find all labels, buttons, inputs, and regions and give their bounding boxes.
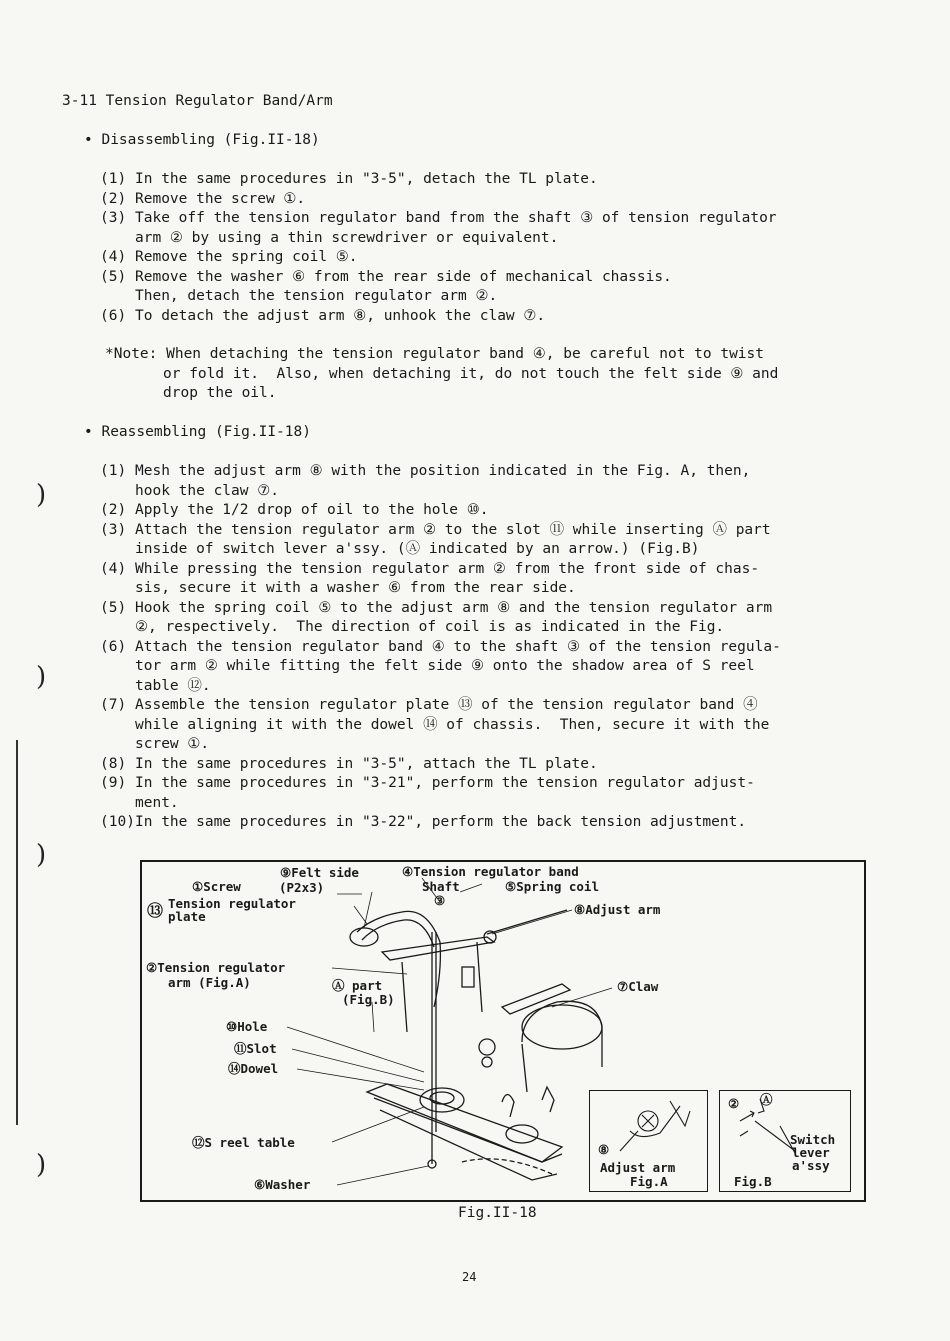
- step-number: (1): [100, 463, 127, 479]
- step-number: (5): [100, 599, 127, 616]
- fig-a-num: ⑧: [598, 1142, 610, 1157]
- step-number: (3): [100, 521, 127, 538]
- step-number: (9): [100, 775, 127, 791]
- inset-fig-b: [719, 1090, 851, 1192]
- reassembling-heading: • Reassembling (Fig.II-18): [84, 424, 311, 440]
- margin-bracket: ): [36, 662, 47, 692]
- step-number: (10): [100, 814, 135, 830]
- step-number: (3): [100, 210, 127, 226]
- label-tension-plate-1: Tension regulator: [168, 896, 296, 911]
- fig-b-label-3: a'ssy: [792, 1158, 830, 1173]
- margin-bracket: ): [36, 1150, 47, 1180]
- step-text: Apply the 1/2 drop of oil to the hole ⑩.: [135, 502, 489, 518]
- step-text: While pressing the tension regulator arm ② from the front side of chas-: [135, 560, 760, 577]
- label-hole: ⑩Hole: [226, 1019, 268, 1034]
- label-tension-plate-2: plate: [168, 909, 206, 924]
- label-part-a-2: (Fig.B): [342, 992, 395, 1007]
- fig-b-label-2: lever: [792, 1145, 830, 1160]
- step-text: Remove the screw ①.: [135, 190, 306, 207]
- fig-a-title: Fig.A: [630, 1174, 668, 1189]
- step-text: Remove the washer ⑥ from the rear side of mechanical chassis.: [135, 268, 672, 285]
- step-text: In the same procedures in "3-22", perform the back tension adjustment.: [135, 814, 747, 830]
- disassembling-heading: • Disassembling (Fig.II-18): [84, 132, 320, 148]
- figure-caption: Fig.II-18: [458, 1205, 537, 1221]
- label-spring-coil: ⑤Spring coil: [505, 879, 599, 894]
- step-text: table ⑫.: [135, 677, 211, 694]
- step-number: (8): [100, 755, 127, 772]
- note-line: *Note: When detaching the tension regulator band ④, be careful not to twist: [105, 346, 764, 362]
- label-claw: ⑦Claw: [617, 979, 659, 994]
- label-p2x3: (P2x3): [279, 880, 325, 895]
- fig-b-title: Fig.B: [734, 1174, 772, 1189]
- label-felt-side: ⑨Felt side: [280, 865, 359, 880]
- step-text: Take off the tension regulator band from the shaft ③ of tension regulator: [135, 210, 777, 226]
- step-text: In the same procedures in "3-5", detach the TL plate.: [135, 171, 598, 187]
- margin-rule: [16, 740, 18, 1125]
- step-text: tor arm ② while fitting the felt side ⑨ onto the shadow area of S reel: [135, 658, 755, 674]
- step-number: (5): [100, 268, 127, 285]
- margin-bracket: ): [36, 840, 47, 870]
- fig-a-label: Adjust arm: [600, 1160, 676, 1175]
- step-number: (2): [100, 190, 127, 207]
- fig-b-a: Ⓐ: [760, 1092, 773, 1107]
- step-text: screw ①.: [135, 736, 210, 752]
- section-title: 3-11 Tension Regulator Band/Arm: [62, 93, 333, 109]
- label-part-a-1: Ⓐ part: [332, 978, 383, 993]
- step-text: In the same procedures in "3-21", perform the tension regulator adjust-: [135, 775, 755, 791]
- fig-b-2: ②: [728, 1096, 740, 1111]
- step-text: Attach the tension regulator arm ② to the slot ⑪ while inserting Ⓐ part: [135, 521, 771, 538]
- step-text: while aligning it with the dowel ⑭ of chassis. Then, secure it with the: [135, 716, 770, 733]
- step-text: Mesh the adjust arm ⑧ with the position indicated in the Fig. A, then,: [135, 463, 751, 479]
- page-number: 24: [462, 1270, 477, 1284]
- label-dowel: ⑭Dowel: [228, 1061, 279, 1076]
- note-line: or fold it. Also, when detaching it, do not touch the felt side ⑨ and: [163, 365, 779, 382]
- step-text: ment.: [135, 794, 179, 811]
- step-number: (2): [100, 502, 127, 518]
- label-s-reel: ⑫S reel table: [192, 1135, 295, 1150]
- label-adjust-arm: ⑧Adjust arm: [574, 902, 661, 917]
- step-text: To detach the adjust arm ⑧, unhook the claw ⑦.: [135, 307, 546, 324]
- label-screw: ①Screw: [192, 879, 241, 894]
- margin-bracket: ): [36, 480, 47, 510]
- step-text: inside of switch lever a'ssy. (Ⓐ indicated by an arrow.) (Fig.B): [135, 541, 700, 557]
- step-number: (6): [100, 638, 127, 655]
- label-reg-arm-2: arm (Fig.A): [168, 975, 251, 990]
- step-text: Hook the spring coil ⑤ to the adjust arm ⑧ and the tension regulator arm: [135, 599, 773, 616]
- step-text: ②, respectively. The direction of coil is as indicated in the Fig.: [135, 619, 725, 635]
- step-text: arm ② by using a thin screwdriver or equivalent.: [135, 229, 559, 246]
- step-text: Assemble the tension regulator plate ⑬ of the tension regulator band ④: [135, 697, 758, 713]
- step-number: (6): [100, 307, 127, 324]
- step-number: (4): [100, 249, 127, 265]
- step-text: In the same procedures in "3-5", attach the TL plate.: [135, 755, 598, 772]
- step-text: Then, detach the tension regulator arm ②.: [135, 288, 498, 304]
- label-shaft-num: ③: [434, 893, 446, 908]
- inset-fig-a: [589, 1090, 708, 1192]
- label-tension-plate-num: ⑬: [147, 901, 164, 920]
- step-number: (1): [100, 171, 127, 187]
- step-text: Remove the spring coil ⑤.: [135, 249, 358, 265]
- figure-ii-18: [140, 860, 866, 1202]
- fig-b-label-1: Switch: [790, 1132, 836, 1147]
- label-shaft: Shaft: [422, 879, 460, 894]
- step-number: (7): [100, 697, 127, 713]
- step-text: Attach the tension regulator band ④ to the shaft ③ of the tension regula-: [135, 638, 781, 655]
- label-tension-band: ④Tension regulator band: [402, 864, 579, 879]
- label-slot: ⑪Slot: [234, 1041, 277, 1056]
- step-number: (4): [100, 560, 127, 577]
- step-text: hook the claw ⑦.: [135, 482, 279, 499]
- label-washer: ⑥Washer: [254, 1177, 311, 1192]
- step-text: sis, secure it with a washer ⑥ from the rear side.: [135, 580, 576, 596]
- note-line: drop the oil.: [163, 385, 277, 401]
- label-reg-arm-1: ②Tension regulator: [146, 960, 286, 975]
